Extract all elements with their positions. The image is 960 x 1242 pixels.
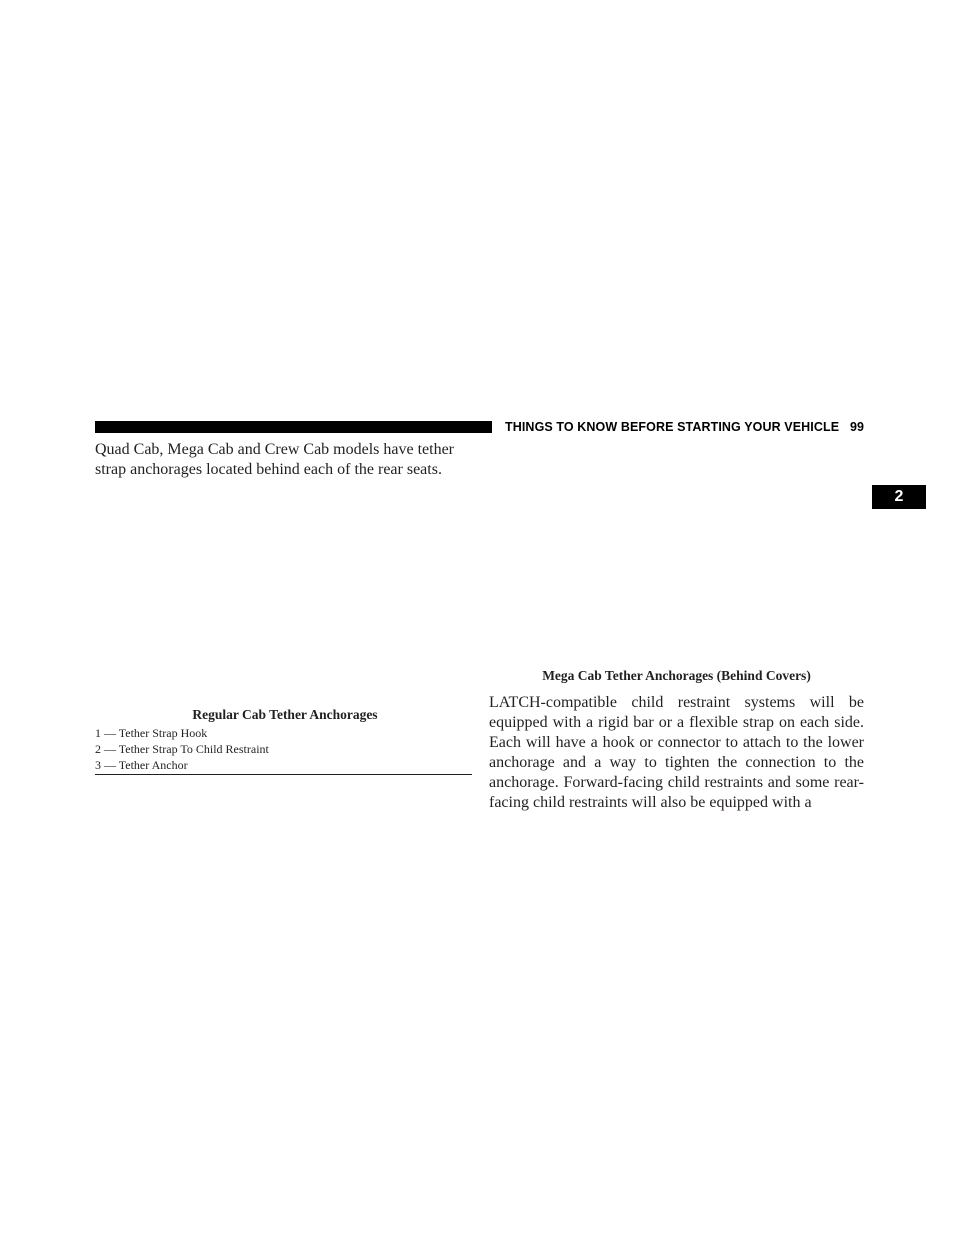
section-title: THINGS TO KNOW BEFORE STARTING YOUR VEHICLE [505,420,840,434]
legend-item: 3 — Tether Anchor [95,758,188,772]
regular-cab-figure [95,500,475,700]
chapter-tab: 2 [872,485,926,509]
figure-legend [95,725,269,773]
mega-cab-figure [489,440,864,662]
legend-item: 1 — Tether Strap Hook [95,726,208,740]
regular-cab-caption: Regular Cab Tether Anchorages [192,707,378,722]
mega-cab-caption: Mega Cab Tether Anchorages (Behind Covers) [542,668,811,683]
legend-divider [95,774,472,775]
header-bar [95,421,492,433]
latch-paragraph: LATCH-compatible child restraint systems will be equipped with a rigid bar or a flexible strap on each side. Each will have a hook or connector to attach to the lower anchorage and a way to tighten the connection to the anchorage. Forward-facing child restraints and some rear-facing child restraints will also be equipped with a [489,694,864,811]
legend-item: 2 — Tether Strap To Child Restraint [95,742,269,756]
intro-paragraph: Quad Cab, Mega Cab and Crew Cab models have tether strap anchorages located behind each of the rear seats. [95,441,455,478]
page-number: 99 [850,420,864,434]
